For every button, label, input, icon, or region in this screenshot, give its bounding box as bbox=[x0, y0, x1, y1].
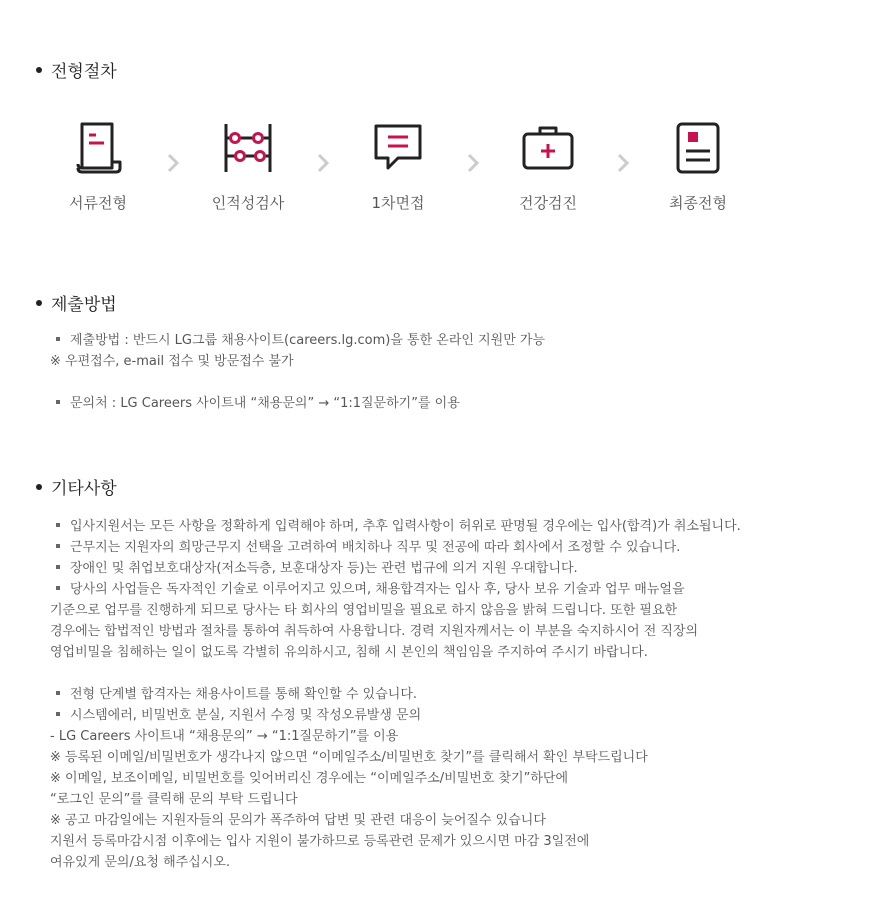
section-title-submit bbox=[36, 290, 117, 315]
text-line: ※ 등록된 이메일/비밀번호가 생각나지 않으면 “이메일주소/비밀번호 찾기”를 클릭해서 확인 부탁드립니다 bbox=[50, 750, 648, 765]
step-label: 건강검진 bbox=[519, 194, 577, 212]
document-icon bbox=[68, 118, 128, 178]
section-title-process bbox=[36, 57, 117, 82]
bullet-square bbox=[56, 400, 60, 404]
bullet-square bbox=[56, 565, 60, 569]
text-line: 문의처 : LG Careers 사이트내 “채용문의” → “1:1질문하기”를 이용 bbox=[50, 393, 545, 414]
section-title-text: 기타사항 bbox=[51, 479, 117, 499]
text-line: 경우에는 합법적인 방법과 절차를 통하여 취득하여 사용합니다. 경력 지원자께서는 이 부분을 숙지하시어 전 직장의 bbox=[50, 624, 699, 639]
step-label: 최종전형 bbox=[669, 194, 727, 212]
medical-kit-icon bbox=[518, 118, 578, 178]
text-line: 시스템에러, 비밀번호 분실, 지원서 수정 및 작성오류발생 문의 bbox=[50, 705, 741, 726]
chevron-right-icon bbox=[466, 153, 480, 173]
bullet-dot bbox=[36, 484, 42, 490]
text-line: ※ 이메일, 보조이메일, 비밀번호를 잊어버리신 경우에는 “이메일주소/비밀번호 찾기”하단에 bbox=[50, 771, 569, 786]
bullet-square bbox=[56, 712, 60, 716]
chevron-right-icon bbox=[316, 153, 330, 173]
section-title-text: 전형절차 bbox=[51, 62, 117, 82]
step-label: 인적성검사 bbox=[211, 194, 285, 212]
section-title-etc bbox=[36, 474, 117, 499]
chevron-right-icon bbox=[616, 153, 630, 173]
text-line: ※ 우편접수, e-mail 접수 및 방문접수 불가 bbox=[50, 354, 294, 369]
text-line: 영업비밀을 침해하는 일이 없도록 각별히 유의하시고, 침해 시 본인의 책임임을 주지하여 주시기 바랍니다. bbox=[50, 645, 648, 660]
bullet-dot bbox=[36, 67, 42, 73]
text-line: 지원서 등록마감시점 이후에는 입사 지원이 불가하므로 등록관련 문제가 있으시면 마감 3일전에 bbox=[50, 834, 590, 849]
bullet-dot bbox=[36, 300, 42, 306]
text-line: 당사의 사업들은 독자적인 기술로 이루어지고 있으며, 채용합격자는 입사 후, 당사 보유 기술과 업무 매뉴얼을 bbox=[50, 579, 741, 600]
bullet-square bbox=[56, 691, 60, 695]
text-line: 전형 단계별 합격자는 채용사이트를 통해 확인할 수 있습니다. bbox=[50, 684, 741, 705]
step-final-screening bbox=[638, 118, 758, 213]
step-label: 1차면접 bbox=[371, 194, 425, 212]
speech-bubble-icon bbox=[368, 118, 428, 178]
id-card-icon bbox=[668, 118, 728, 178]
text-line: 여유있게 문의/요청 해주십시오. bbox=[50, 855, 231, 870]
step-health-check bbox=[488, 118, 608, 213]
abacus-icon bbox=[218, 118, 278, 178]
step-document-screening bbox=[38, 118, 158, 213]
bullet-square bbox=[56, 523, 60, 527]
process-steps bbox=[0, 118, 880, 218]
chevron-right-icon bbox=[166, 153, 180, 173]
bullet-square bbox=[56, 586, 60, 590]
text-line: 입사지원서는 모든 사항을 정확하게 입력해야 하며, 추후 입력사항이 허위로 판명될 경우에는 입사(합격)가 취소됩니다. bbox=[50, 516, 741, 537]
text-line: - LG Careers 사이트내 “채용문의” → “1:1질문하기”를 이용 bbox=[50, 729, 399, 744]
bullet-square bbox=[56, 544, 60, 548]
text-line: ※ 공고 마감일에는 지원자들의 문의가 폭주하여 답변 및 관련 대응이 늦어질수 있습니다 bbox=[50, 813, 546, 828]
bullet-square bbox=[56, 337, 60, 341]
section-title-text: 제출방법 bbox=[51, 295, 117, 315]
text-line: 근무지는 지원자의 희망근무지 선택을 고려하여 배치하나 직무 및 전공에 따라 회사에서 조정할 수 있습니다. bbox=[50, 537, 741, 558]
submit-method-text bbox=[50, 330, 545, 414]
text-line: “로그인 문의”를 클릭해 문의 부탁 드립니다 bbox=[50, 792, 298, 807]
step-first-interview bbox=[338, 118, 458, 213]
text-line: 제출방법 : 반드시 LG그룹 채용사이트(careers.lg.com)을 통한 온라인 지원만 가능 bbox=[50, 330, 545, 351]
step-aptitude-test bbox=[188, 118, 308, 213]
etc-notes-text bbox=[50, 516, 741, 873]
text-line: 기준으로 업무를 진행하게 되므로 당사는 타 회사의 영업비밀을 필요로 하지 않음을 밝혀 드립니다. 또한 필요한 bbox=[50, 603, 678, 618]
text-line: 장애인 및 취업보호대상자(저소득층, 보훈대상자 등)는 관련 법규에 의거 지원 우대합니다. bbox=[50, 558, 741, 579]
step-label: 서류전형 bbox=[69, 194, 127, 212]
